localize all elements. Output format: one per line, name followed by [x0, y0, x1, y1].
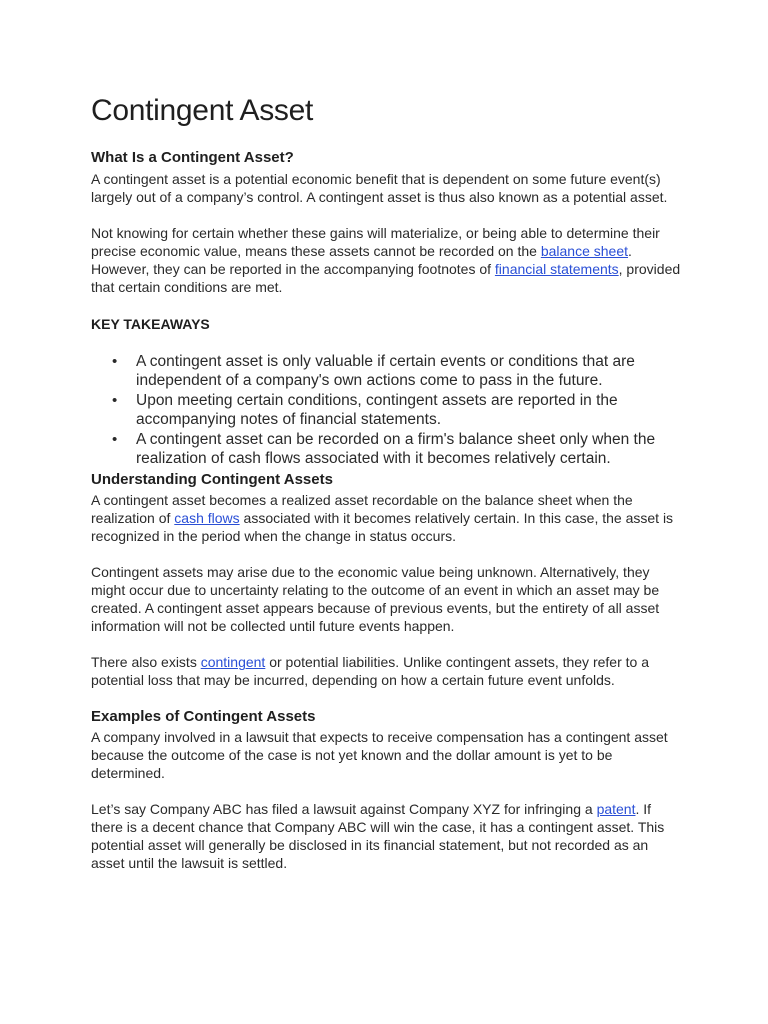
text-segment: Let’s say Company ABC has filed a lawsuit against Company XYZ for infringing a [91, 801, 597, 818]
text-segment: Not knowing for certain whether these gains will materialize, or being able to determine their precise economic value, means these assets cannot be recorded on the [91, 225, 660, 259]
paragraph-realized-asset [91, 491, 681, 545]
link-cash-flows[interactable]: cash flows [174, 510, 240, 527]
paragraph-liabilities [91, 653, 681, 689]
key-takeaways-heading: KEY TAKEAWAYS [91, 316, 210, 332]
paragraph-definition-text: A contingent asset is a potential economic benefit that is dependent on some future event(s) largely out of a company’s control. A contingent asset is thus also known as a potential asset. [91, 171, 668, 205]
text-segment: A contingent asset becomes a realized asset recordable on the balance sheet when the realization of [91, 492, 633, 527]
link-patent[interactable]: patent [596, 801, 636, 818]
heading-what-is: What Is a Contingent Asset? [91, 149, 294, 166]
list-item [91, 391, 681, 430]
text-segment: , provided that certain conditions are met. [91, 261, 681, 295]
text-segment: or potential liabilities. Unlike contingent assets, they refer to a potential loss that may be incurred, depending on how a certain future event unfolds. [91, 654, 649, 689]
list-item [91, 352, 681, 391]
list-item-text: A contingent asset is only valuable if certain events or conditions that are independent of a company's own actions come to pass in the future. [136, 353, 635, 390]
link-contingent[interactable]: contingent [200, 654, 266, 671]
text-segment: There also exists [91, 654, 201, 671]
link-financial-statements[interactable]: financial statements [494, 261, 619, 277]
list-item-text: A contingent asset can be recorded on a firm's balance sheet only when the realization of cash flows associated with it becomes relatively certain. [136, 430, 656, 468]
text-segment: . If there is a decent chance that Company ABC will win the case, it has a contingent asset. This potential asset will generally be disclosed in its financial statement, but not recorded as an asset until the lawsuit is settled. [91, 801, 665, 872]
paragraph-not-knowing [91, 224, 681, 296]
paragraph-arise-text: Contingent assets may arise due to the economic value being unknown. Alternatively, they might occur due to uncertainty relating to the outcome of an event in which an asset may be created. A contingent asset appears because of previous events, but the entirety of all asset information will not be collected until future events happen. [91, 564, 660, 635]
bullet-icon: • [112, 353, 118, 370]
link-balance-sheet[interactable]: balance sheet [540, 243, 629, 259]
heading-examples: Examples of Contingent Assets [91, 708, 316, 726]
bullet-icon: • [112, 391, 118, 409]
paragraph-lawsuit-text: A company involved in a lawsuit that expects to receive compensation has a contingent asset because the outcome of the case is not yet known and the dollar amount is yet to be determined. [91, 729, 668, 782]
key-takeaways-list [91, 352, 681, 468]
paragraph-company-abc [91, 800, 681, 872]
paragraph-arise [91, 563, 681, 635]
document-page [91, 93, 681, 872]
page-title: Contingent Asset [91, 94, 314, 127]
paragraph-definition [91, 170, 681, 206]
paragraph-lawsuit [91, 728, 681, 782]
heading-understanding: Understanding Contingent Assets [91, 471, 333, 489]
text-segment: . However, they can be reported in the accompanying footnotes of [91, 243, 632, 277]
bullet-icon: • [112, 430, 118, 448]
list-item [91, 430, 681, 469]
text-segment: associated with it becomes relatively certain. In this case, the asset is recognized in the period when the change in status occurs. [91, 510, 674, 545]
list-item-text: Upon meeting certain conditions, contingent assets are reported in the accompanying notes of financial statements. [136, 391, 618, 429]
